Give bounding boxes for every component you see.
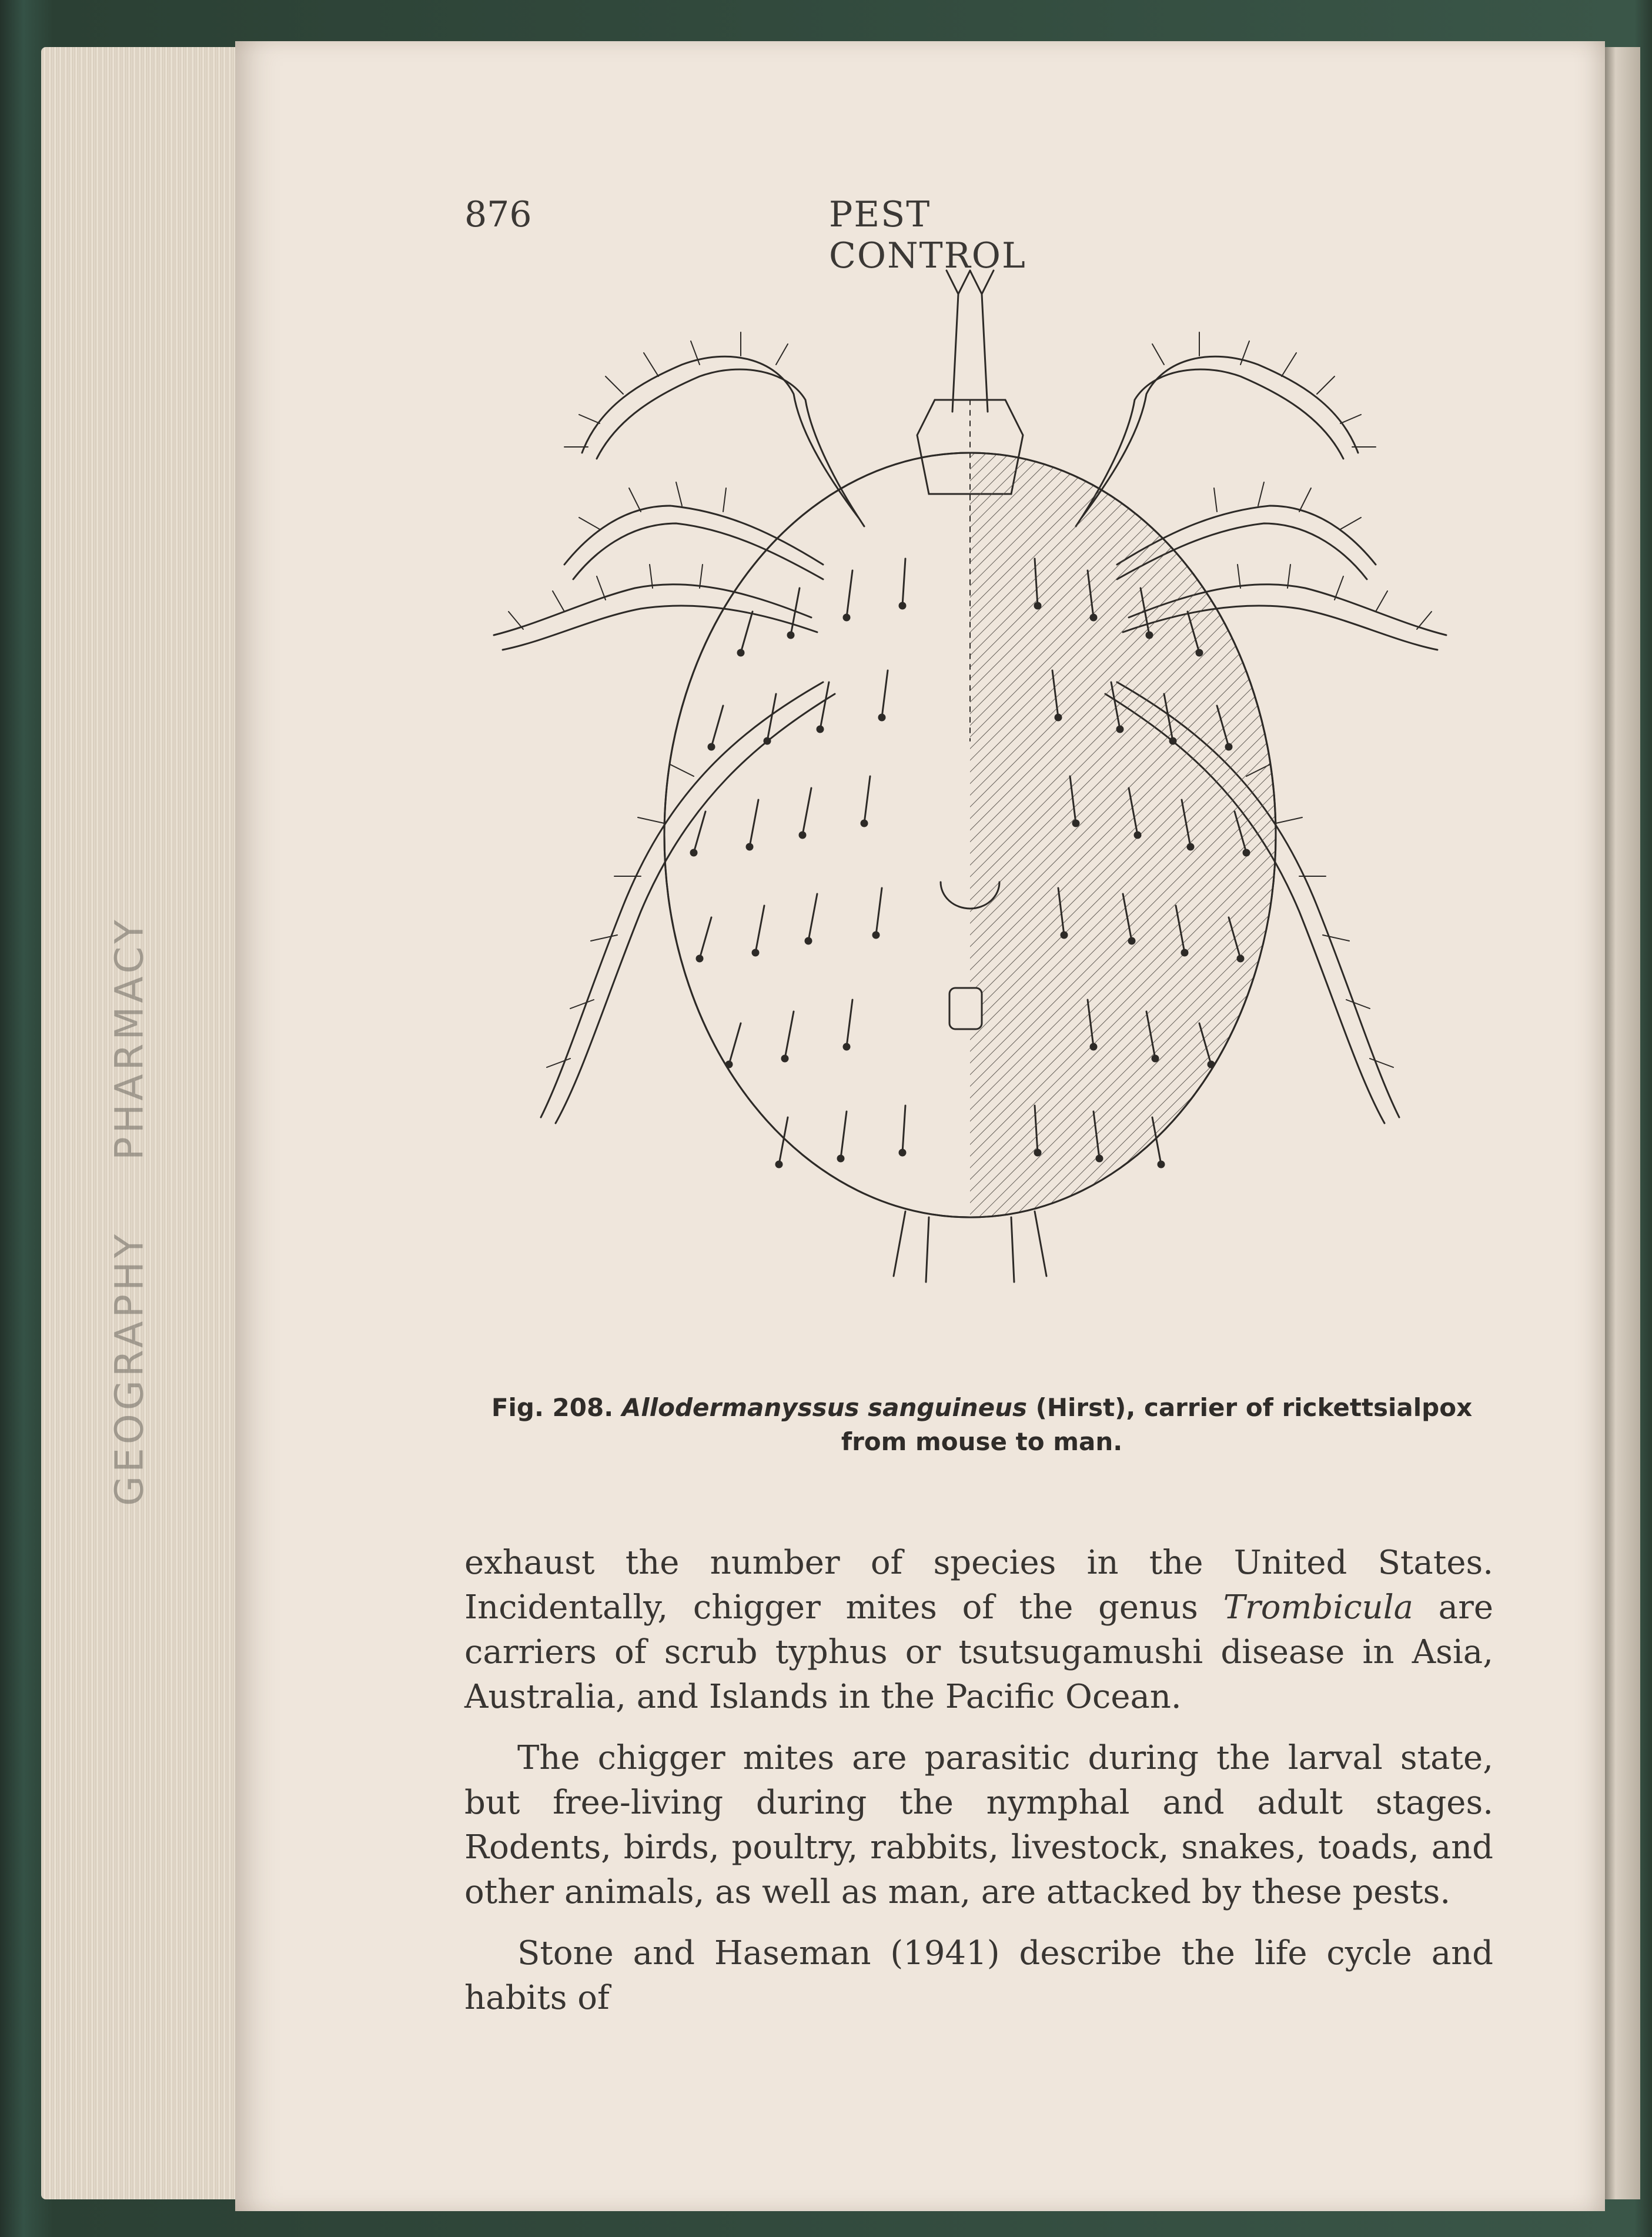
leg-3-left (494, 585, 811, 635)
caption-rest: (Hirst), carrier of rickettsialpox (1027, 1393, 1473, 1422)
leg-4-left (541, 682, 823, 1117)
spine-text-b: PHARMACY (106, 916, 152, 1161)
page-header (464, 194, 1129, 276)
next-page-edge (1605, 47, 1640, 2199)
body-setae-left (691, 559, 905, 1167)
leg-2-left (564, 506, 823, 565)
posterior-setae (894, 1211, 1046, 1282)
page-number: 876 (464, 194, 532, 235)
paragraph-1-a: exhaust the number of species in the United States. Incidentally, chigger mites of the genus (464, 1544, 1493, 1627)
species-name: Allodermanyssus sanguineus (621, 1393, 1028, 1422)
mite-illustration (447, 259, 1493, 1364)
paragraph-3: Stone and Haseman (1941) describe the life cycle and habits of (464, 1934, 1493, 2017)
spine-label (88, 753, 170, 1670)
figure-caption (464, 1391, 1499, 1459)
caption-line-2: from mouse to man. (841, 1427, 1123, 1456)
paragraph-1 (464, 1541, 1493, 1720)
caption-line-1 (464, 1391, 1499, 1425)
paragraph-1-b: are carriers of scrub typhus or tsutsugamushi disease in Asia, Australia, and Islands in the Pacific Ocean. (464, 1588, 1493, 1716)
figure-number: Fig. 208. (491, 1393, 614, 1422)
paragraph-2: The chigger mites are parasitic during the larval state, but free-living during the nymphal and adult stages. Rodents, birds, poultry, rabbits, livestock, snakes, toads, and other animals, as well as man, are attacked by these pests. (464, 1739, 1493, 1911)
spine-text-a: GEOGRAPHY (106, 1231, 152, 1507)
anal-plate (949, 988, 982, 1029)
running-head: PEST CONTROL (829, 194, 1026, 276)
chelicerae (947, 271, 994, 412)
body-text (464, 1541, 1493, 2037)
genus-name: Trombicula (1223, 1588, 1414, 1627)
